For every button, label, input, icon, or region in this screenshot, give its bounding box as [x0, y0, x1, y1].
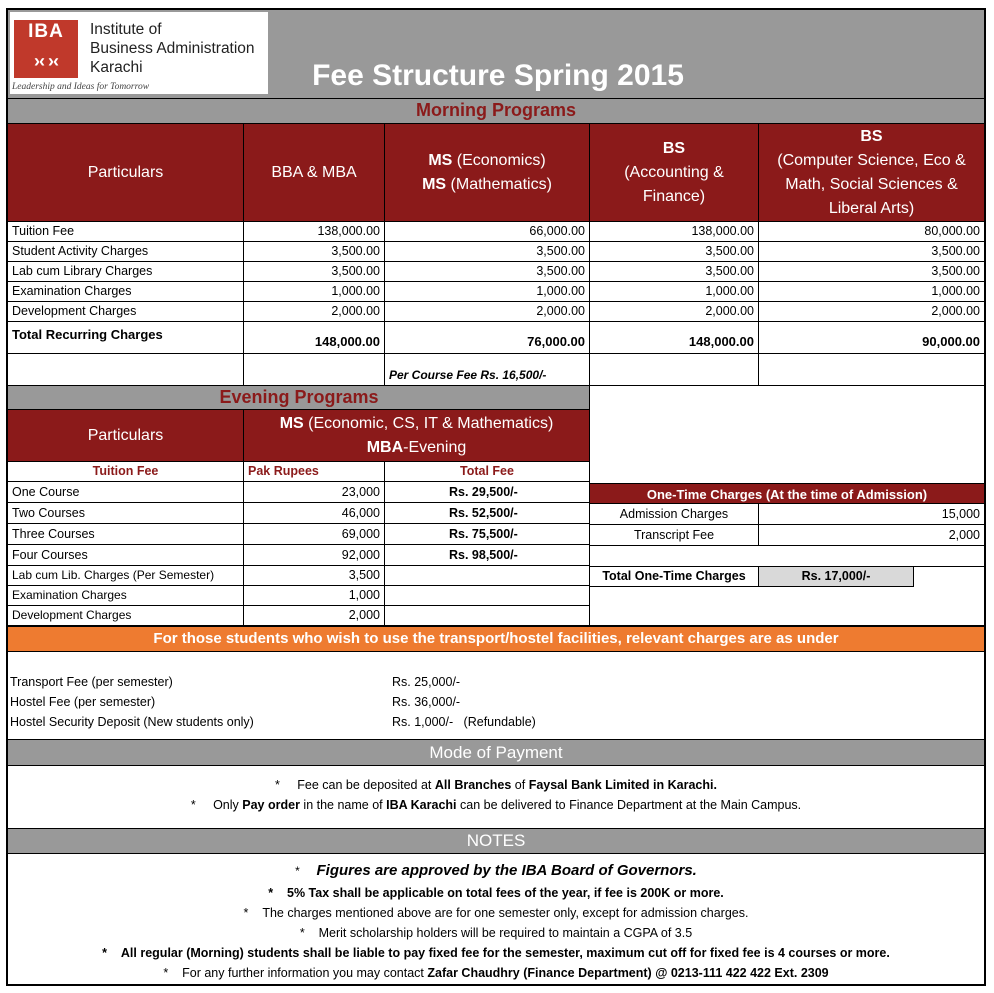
evening-head-l2-bold: MBA	[366, 438, 404, 456]
evening-extra-pak: 3,500	[244, 566, 385, 586]
evening-row-pak: 23,000	[244, 482, 385, 503]
evening-extra-empty	[385, 606, 590, 626]
note-6-c: @ 0213-111 422 422 Ext. 2309	[651, 966, 829, 980]
notes-header-label: NOTES	[466, 831, 526, 850]
fee-sheet	[6, 8, 986, 986]
iba-logo	[10, 12, 268, 94]
transport-banner	[8, 626, 984, 652]
note-6-a: For any further information you may contact	[182, 966, 428, 980]
morning-row-label: Tuition Fee	[8, 222, 244, 242]
morning-col-bs-cs-bold: BS	[860, 127, 883, 145]
morning-col-bs-accounting-bold: BS	[662, 139, 686, 157]
admission-charges-value: 15,000	[759, 504, 984, 525]
note-6-bullet: *	[163, 966, 169, 980]
evening-sub-total: Total Fee	[385, 462, 590, 482]
payment-line-2-c: in the name of	[299, 798, 387, 812]
morning-row-bs-cs: 80,000.00	[759, 222, 984, 242]
payment-line-1	[8, 778, 984, 792]
notes-header	[8, 828, 984, 854]
morning-row-bs-cs: 3,500.00	[759, 242, 984, 262]
evening-row-label: Three Courses	[8, 524, 244, 545]
payment-line-2-b: Pay order	[242, 798, 300, 812]
logo-tagline: Leadership and Ideas for Tomorrow	[12, 82, 150, 92]
evening-row-label: Two Courses	[8, 503, 244, 524]
note-1	[8, 862, 984, 879]
note-3-bullet: *	[243, 906, 249, 920]
iba-logo-abbr: IBA	[28, 21, 64, 42]
morning-col-bs-accounting-label: (Accounting & Finance)	[624, 163, 724, 205]
payment-header	[8, 739, 984, 766]
note-6	[8, 966, 984, 980]
total-recurring-ms: 76,000.00	[385, 322, 590, 354]
per-course-empty-4	[759, 354, 984, 386]
transport-row-label: Transport Fee (per semester)	[10, 675, 173, 689]
payment-line-1-a: Fee can be deposited at	[297, 778, 435, 792]
morning-row-bs-accounting: 3,500.00	[590, 262, 759, 282]
morning-row-bs-accounting: 2,000.00	[590, 302, 759, 322]
note-2-bullet: *	[268, 886, 274, 900]
transport-row-value: Rs. 1,000/- (Refundable)	[392, 715, 536, 729]
per-course-empty-2	[244, 354, 385, 386]
morning-row-ms: 3,500.00	[385, 262, 590, 282]
evening-extra-label: Lab cum Lib. Charges (Per Semester)	[8, 566, 244, 586]
payment-line-2-bullet: *	[190, 798, 196, 812]
total-recurring-label: Total Recurring Charges	[8, 322, 244, 354]
evening-row-total: Rs. 75,500/-	[385, 524, 590, 545]
morning-row-bs-cs: 1,000.00	[759, 282, 984, 302]
note-1-bullet: *	[295, 864, 300, 878]
evening-extra-pak: 2,000	[244, 606, 385, 626]
evening-col-particulars: Particulars	[8, 410, 244, 462]
morning-row-label: Student Activity Charges	[8, 242, 244, 262]
iba-logo-arrows-icon: ›‹ ›‹	[34, 51, 58, 71]
total-one-time-value: Rs. 17,000/-	[759, 567, 914, 587]
evening-row-total: Rs. 98,500/-	[385, 545, 590, 566]
note-5-bullet: *	[102, 946, 107, 960]
evening-row-total: Rs. 29,500/-	[385, 482, 590, 503]
morning-col-bs-cs	[759, 124, 984, 222]
payment-line-2-a: Only	[213, 798, 243, 812]
transcript-fee-value: 2,000	[759, 525, 984, 546]
morning-row-label: Examination Charges	[8, 282, 244, 302]
note-4	[8, 926, 984, 940]
evening-col-program	[244, 410, 590, 462]
morning-row-bba: 3,500.00	[244, 242, 385, 262]
one-time-header	[590, 483, 984, 504]
evening-row-pak: 92,000	[244, 545, 385, 566]
evening-extra-label: Examination Charges	[8, 586, 244, 606]
evening-extra-empty	[385, 586, 590, 606]
morning-col-ms	[385, 124, 590, 222]
transport-row-value: Rs. 25,000/-	[392, 675, 461, 689]
total-recurring-bs-accounting: 148,000.00	[590, 322, 759, 354]
morning-row-label: Development Charges	[8, 302, 244, 322]
total-recurring-bba: 148,000.00	[244, 322, 385, 354]
morning-row-label: Lab cum Library Charges	[8, 262, 244, 282]
morning-row-bs-cs: 2,000.00	[759, 302, 984, 322]
morning-col-bs-cs-label: (Computer Science, Eco & Math, Social Sciences & Liberal Arts)	[777, 151, 966, 217]
note-2	[8, 886, 984, 900]
evening-row-pak: 46,000	[244, 503, 385, 524]
note-4-bullet: *	[299, 926, 305, 940]
transport-banner-text: For those students who wish to use the transport/hostel facilities, relevant charges are as under	[153, 630, 839, 647]
evening-row-total: Rs. 52,500/-	[385, 503, 590, 524]
morning-row-bs-accounting: 138,000.00	[590, 222, 759, 242]
transport-row-label: Hostel Fee (per semester)	[10, 695, 156, 709]
morning-col-bba-mba: BBA & MBA	[244, 124, 385, 222]
payment-line-2-e: can be delivered to Finance Department at the Main Campus.	[456, 798, 802, 812]
payment-line-2-d: IBA Karachi	[386, 798, 457, 812]
total-recurring-bs-cs: 90,000.00	[759, 322, 984, 354]
evening-head-l1-bold: MS	[279, 414, 304, 432]
payment-header-label: Mode of Payment	[429, 743, 563, 762]
note-1-text: Figures are approved by the IBA Board of Governors.	[316, 862, 697, 879]
morning-row-bba: 138,000.00	[244, 222, 385, 242]
morning-row-bba: 3,500.00	[244, 262, 385, 282]
institute-name-line1: Institute of	[90, 21, 162, 38]
morning-col-particulars: Particulars	[8, 124, 244, 222]
note-2-text: 5% Tax shall be applicable on total fees of the year, if fee is 200K or more.	[287, 886, 724, 900]
institute-name-line2: Business Administration	[90, 40, 255, 57]
institute-name-line3: Karachi	[90, 59, 143, 76]
morning-col-ms-l1-bold: MS	[428, 151, 453, 169]
note-3	[8, 906, 984, 920]
institute-name	[90, 20, 255, 77]
morning-row-bs-accounting: 1,000.00	[590, 282, 759, 302]
evening-extra-empty	[385, 566, 590, 586]
note-4-text: Merit scholarship holders will be required to maintain a CGPA of 3.5	[318, 926, 693, 940]
evening-row-label: One Course	[8, 482, 244, 503]
total-one-time-label: Total One-Time Charges	[590, 567, 759, 587]
evening-head-l2: -Evening	[403, 438, 467, 456]
morning-col-ms-l2: (Mathematics)	[446, 175, 552, 193]
morning-col-bs-accounting	[590, 124, 759, 222]
per-course-fee: Per Course Fee Rs. 16,500/-	[385, 354, 590, 386]
morning-row-bs-cs: 3,500.00	[759, 262, 984, 282]
evening-section-title: Evening Programs	[219, 387, 379, 407]
note-6-b: Zafar Chaudhry (Finance Department)	[427, 966, 652, 980]
evening-extra-label: Development Charges	[8, 606, 244, 626]
one-time-header-label: One-Time Charges (At the time of Admission)	[646, 487, 928, 502]
morning-row-ms: 66,000.00	[385, 222, 590, 242]
transport-row-label: Hostel Security Deposit (New students only)	[10, 715, 254, 729]
morning-col-ms-l1: (Economics)	[452, 151, 546, 169]
morning-row-ms: 1,000.00	[385, 282, 590, 302]
evening-row-label: Four Courses	[8, 545, 244, 566]
transport-row-value: Rs. 36,000/-	[392, 695, 461, 709]
evening-sub-tuition: Tuition Fee	[8, 462, 244, 482]
morning-row-bba: 1,000.00	[244, 282, 385, 302]
payment-line-1-d: Faysal Bank Limited in Karachi.	[528, 778, 717, 792]
payment-line-1-b: All Branches	[434, 778, 512, 792]
morning-row-bs-accounting: 3,500.00	[590, 242, 759, 262]
evening-row-pak: 69,000	[244, 524, 385, 545]
morning-col-ms-l2-bold: MS	[422, 175, 447, 193]
note-3-text: The charges mentioned above are for one semester only, except for admission charges.	[262, 906, 749, 920]
transcript-fee-label: Transcript Fee	[590, 525, 759, 546]
note-5-text: All regular (Morning) students shall be liable to pay fixed fee for the semester, maximum cut off for fixed fee is 4 courses or more.	[120, 946, 890, 960]
morning-row-bba: 2,000.00	[244, 302, 385, 322]
payment-line-1-c: of	[511, 778, 529, 792]
payment-line-2	[8, 798, 984, 812]
evening-extra-pak: 1,000	[244, 586, 385, 606]
iba-logo-mark	[14, 20, 78, 78]
evening-head-l1: (Economic, CS, IT & Mathematics)	[303, 414, 554, 432]
one-time-spacer	[590, 546, 984, 567]
per-course-empty-1	[8, 354, 244, 386]
payment-line-1-bullet: *	[275, 778, 280, 792]
admission-charges-label: Admission Charges	[590, 504, 759, 525]
per-course-empty-3	[590, 354, 759, 386]
page-title: Fee Structure Spring 2015	[312, 59, 684, 92]
morning-section-title: Morning Programs	[415, 100, 576, 120]
note-5	[8, 946, 984, 960]
morning-row-ms: 3,500.00	[385, 242, 590, 262]
morning-row-ms: 2,000.00	[385, 302, 590, 322]
evening-sub-pak: Pak Rupees	[244, 462, 385, 482]
